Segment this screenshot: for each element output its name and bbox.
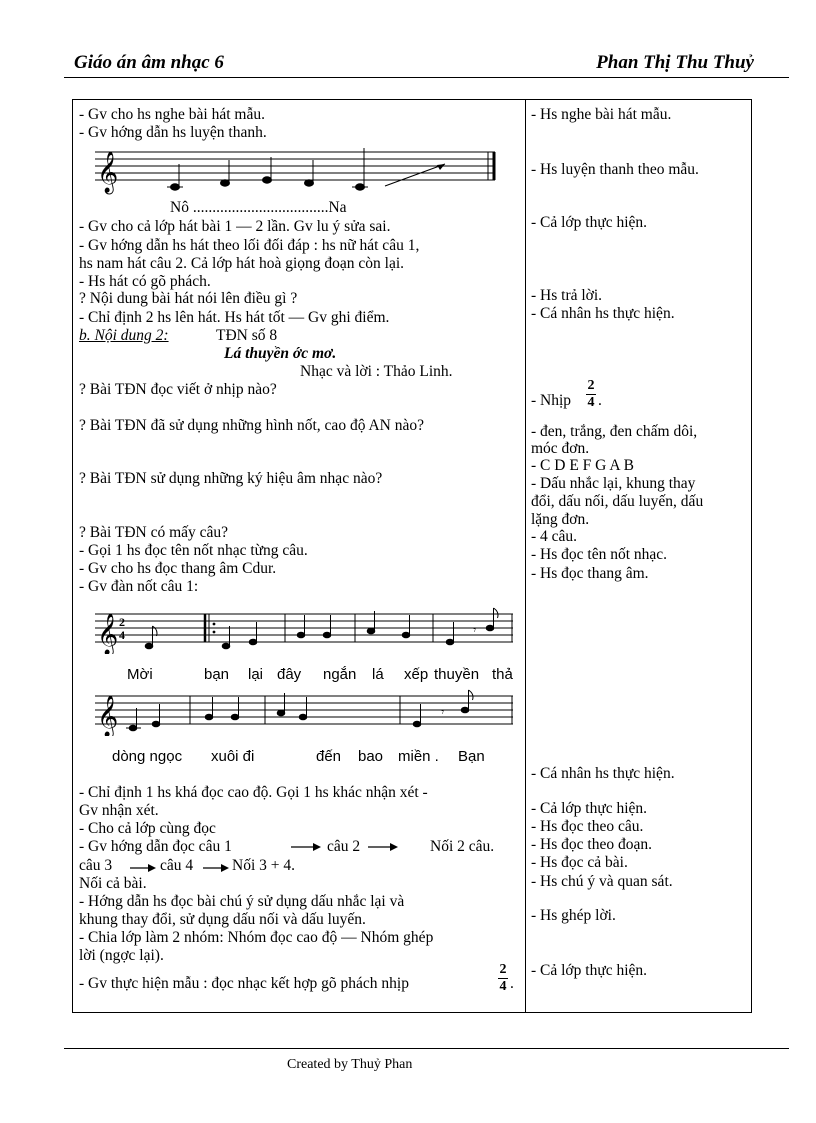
- left-line: - Gv hớng dẫn hs hát theo lối đối đáp : hs nữ hát câu 1,: [79, 237, 420, 254]
- left-line: hs nam hát câu 2. Cả lớp hát hoà giọng đoạn còn lại.: [79, 255, 405, 272]
- lyric: bao: [358, 748, 384, 765]
- left-line: khung thay đổi, sử dụng dấu nối và dấu luyến.: [79, 911, 366, 928]
- composer: Nhạc và lời : Thảo Linh.: [300, 363, 453, 380]
- right-line: - Hs trả lời.: [531, 287, 603, 304]
- time-signature: 2 4: [587, 378, 595, 410]
- left-line: - Gọi 1 hs đọc tên nốt nhạc từng câu.: [79, 542, 308, 559]
- right-line: - Hs đọc cả bài.: [531, 854, 628, 871]
- arrow-right-icon: [130, 862, 156, 874]
- time-sig-bottom: 4: [119, 628, 125, 642]
- right-line: - đen, trắng, đen chấm dôi,: [531, 423, 698, 440]
- left-line: ? Bài TĐN sử dụng những ký hiệu âm nhạc nào?: [79, 470, 383, 487]
- right-line: - Cá nhân hs thực hiện.: [531, 765, 675, 782]
- svg-text:𝄾: 𝄾: [441, 705, 445, 719]
- left-line: câu 3: [79, 857, 113, 874]
- left-line: câu 4: [160, 857, 194, 874]
- warmup-staff: [95, 146, 500, 196]
- right-line: - Hs đọc thang âm.: [531, 565, 649, 582]
- right-line: - C D E F G A B: [531, 457, 634, 474]
- left-line: ? Nội dung bài hát nói lên điều gì ?: [79, 290, 298, 307]
- left-line: - Chỉ định 2 hs lên hát. Hs hát tốt — Gv ghi điểm.: [79, 309, 390, 326]
- left-line: - Gv cho hs nghe bài hát mẫu.: [79, 106, 265, 123]
- svg-text:𝄾: 𝄾: [473, 623, 477, 637]
- lyric: xếp: [404, 666, 429, 683]
- left-line: - Chỉ định 1 hs khá đọc cao độ. Gọi 1 hs khác nhận xét -: [79, 784, 428, 801]
- left-line: - Gv thực hiện mẫu : đọc nhạc kết hợp gõ phách nhịp: [79, 975, 409, 992]
- left-line: - Chia lớp làm 2 nhóm: Nhóm đọc cao độ — Nhóm ghép: [79, 929, 434, 946]
- lyric: lại: [248, 666, 264, 683]
- right-line: - 4 câu.: [531, 528, 578, 545]
- right-line: - Hs nghe bài hát mẫu.: [531, 106, 672, 123]
- left-line: Nối 3 + 4.: [232, 857, 295, 874]
- right-line: - Nhịp: [531, 392, 572, 409]
- footer-rule: [64, 1048, 789, 1049]
- music-staff-1: [95, 606, 515, 654]
- song-title: Lá thuyền ớc mơ.: [224, 345, 337, 362]
- lyric: bạn: [204, 666, 230, 683]
- left-line: lời (ngợc lại).: [79, 947, 164, 964]
- left-line: - Cho cả lớp cùng đọc: [79, 820, 216, 837]
- left-line: - Hớng dẫn hs đọc bài chú ý sử dụng dấu nhắc lại và: [79, 893, 405, 910]
- lyric: miền .: [398, 748, 439, 765]
- lyric: ngắn: [323, 666, 357, 683]
- lyric: dòng ngọc: [112, 748, 183, 765]
- treble-clef-icon: 𝄞: [97, 152, 119, 193]
- right-line: - Cả lớp thực hiện.: [531, 800, 648, 817]
- right-line: - Cả lớp thực hiện.: [531, 214, 648, 231]
- treble-clef-icon: 𝄞: [97, 696, 119, 736]
- footer-text: Created by Thuỷ Phan: [287, 1057, 413, 1072]
- lyric: Mời: [127, 666, 153, 683]
- left-line: - Gv đàn nốt câu 1:: [79, 578, 199, 595]
- lyric: đây: [277, 666, 302, 683]
- right-line: - Hs luyện thanh theo mẫu.: [531, 161, 699, 178]
- right-line: - Hs đọc theo đoạn.: [531, 836, 652, 853]
- right-line: - Hs đọc tên nốt nhạc.: [531, 546, 668, 563]
- right-line: - Hs đọc theo câu.: [531, 818, 644, 835]
- lyric: xuôi đi: [211, 748, 255, 765]
- treble-clef-icon: 𝄞: [97, 614, 119, 654]
- lyric: Bạn: [458, 748, 485, 765]
- arrow-right-icon: [368, 841, 398, 853]
- left-line: - Gv cho hs đọc thang âm Cdur.: [79, 560, 277, 577]
- left-line: Nối 2 câu.: [430, 838, 495, 855]
- left-line: - Gv cho cả lớp hát bài 1 — 2 lần. Gv lu ý sửa sai.: [79, 218, 391, 235]
- arrow-right-icon: [291, 841, 321, 853]
- right-line: - Dấu nhắc lại, khung thay: [531, 475, 696, 492]
- left-line: ? Bài TĐN đã sử dụng những hình nốt, cao độ AN nào?: [79, 417, 424, 434]
- lyric: đến: [316, 748, 342, 765]
- column-divider: [525, 99, 526, 1013]
- left-line: câu 2: [327, 838, 361, 855]
- lyric: thả: [492, 666, 513, 683]
- lyric: thuyền: [434, 666, 480, 683]
- arrow-right-icon: [203, 862, 229, 874]
- music-staff-2: [95, 688, 515, 736]
- left-line: - Hs hát có gõ phách.: [79, 273, 211, 290]
- right-line: - Cá nhân hs thực hiện.: [531, 305, 675, 322]
- right-line: - Hs chú ý và quan sát.: [531, 873, 673, 890]
- header-right: Phan Thị Thu Thuỷ: [596, 52, 754, 73]
- warmup-label: Nô ...................................Na: [170, 199, 347, 216]
- left-line: ? Bài TĐN có mấy câu?: [79, 524, 229, 541]
- lyric: lá: [372, 666, 384, 683]
- right-line: - Cả lớp thực hiện.: [531, 962, 648, 979]
- right-line: đổi, dấu nối, dấu luyến, dấu: [531, 493, 704, 510]
- left-line: - Gv hớng dẫn hs luyện thanh.: [79, 124, 267, 141]
- section-label: b. Nội dung 2:: [79, 327, 169, 344]
- left-line: Gv nhận xét.: [79, 802, 159, 819]
- left-line: - Gv hớng dẫn đọc câu 1: [79, 838, 232, 855]
- header-left: Giáo án âm nhạc 6: [74, 52, 224, 73]
- right-line: - Hs ghép lời.: [531, 907, 616, 924]
- tdn-number: TĐN số 8: [216, 327, 278, 344]
- left-line: ? Bài TĐN đọc viết ở nhịp nào?: [79, 381, 277, 398]
- right-line: móc đơn.: [531, 440, 590, 457]
- right-line: lặng đơn.: [531, 511, 590, 528]
- header-rule: [64, 77, 789, 78]
- left-line: Nối cả bài.: [79, 875, 147, 892]
- time-sig-top: 2: [119, 615, 125, 629]
- time-signature: 2 4: [499, 962, 507, 994]
